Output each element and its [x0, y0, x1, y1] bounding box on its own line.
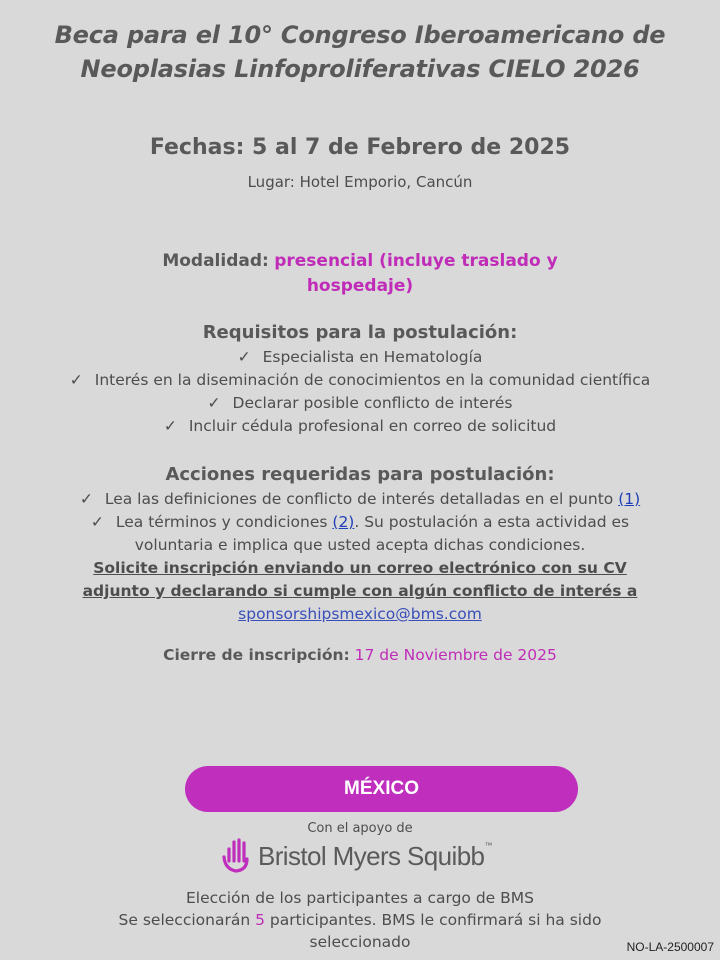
mexico-button[interactable]: MÉXICO — [185, 766, 578, 812]
event-venue: Lugar: Hotel Emporio, Cancún — [247, 173, 473, 191]
terms-link[interactable]: (2) — [332, 513, 355, 531]
actions-title: Acciones requeridas para postulación: — [165, 464, 555, 485]
modality-value-2: hospedaje) — [306, 276, 414, 296]
list-item-continuation: voluntaria e implica que usted acepta dichas condiciones. — [134, 536, 586, 554]
deadline-label: Cierre de inscripción: — [163, 646, 350, 664]
selection-line-1: Elección de los participantes a cargo de BMS — [186, 889, 534, 907]
selection-line-2: Se seleccionarán 5 participantes. BMS le confirmará si ha sido — [118, 911, 602, 929]
requirements-title: Requisitos para la postulación: — [202, 322, 518, 343]
document-code: NO-LA-2500007 — [626, 940, 714, 954]
modality-value-1: presencial (incluye traslado y — [274, 251, 558, 271]
conflict-definitions-link[interactable]: (1) — [618, 490, 641, 508]
request-instructions-2: adjunto y declarando si cumple con algún conflicto de interés a — [82, 582, 638, 600]
check-icon: ✓ — [90, 513, 104, 531]
check-icon: ✓ — [163, 417, 177, 435]
registration-deadline — [0, 646, 720, 664]
title-line-2: Neoplasias Linfoproliferativas CIELO 2026 — [80, 55, 640, 83]
list-item: ✓ Lea términos y condiciones (2). Su postulación a esta actividad es — [90, 513, 630, 531]
requirements-list — [0, 346, 720, 438]
bms-hand-icon — [222, 837, 250, 875]
check-icon: ✓ — [79, 490, 93, 508]
event-modality — [0, 249, 720, 299]
page-title — [0, 18, 720, 86]
request-instructions-1: Solicite inscripción enviando un correo electrónico con su CV — [93, 559, 627, 577]
selection-info — [0, 887, 720, 953]
list-item: ✓ Especialista en Hematología — [237, 348, 483, 366]
support-text: Con el apoyo de — [307, 821, 413, 836]
actions-list — [0, 488, 720, 626]
title-line-1: Beca para el 10° Congreso Iberoamericano de — [54, 21, 666, 49]
list-item: ✓ Incluir cédula profesional en correo de solicitud — [163, 417, 557, 435]
selection-line-3: seleccionado — [309, 933, 411, 951]
list-item: ✓ Declarar posible conflicto de interés — [207, 394, 513, 412]
list-item: ✓ Interés en la diseminación de conocimientos en la comunidad científica — [69, 371, 651, 389]
email-link[interactable]: sponsorshipsmexico@bms.com — [238, 605, 482, 623]
list-item: ✓ Lea las definiciones de conflicto de interés detalladas en el punto (1) — [79, 490, 641, 508]
participants-count: 5 — [255, 911, 265, 929]
event-dates: Fechas: 5 al 7 de Febrero de 2025 — [149, 135, 571, 160]
check-icon: ✓ — [237, 348, 251, 366]
check-icon: ✓ — [207, 394, 221, 412]
modality-label: Modalidad: — [162, 251, 269, 271]
check-icon: ✓ — [69, 371, 83, 389]
deadline-value: 17 de Noviembre de 2025 — [354, 646, 557, 664]
bms-logo-text: Bristol Myers Squibb™ — [258, 840, 492, 871]
bms-logo — [222, 836, 492, 876]
